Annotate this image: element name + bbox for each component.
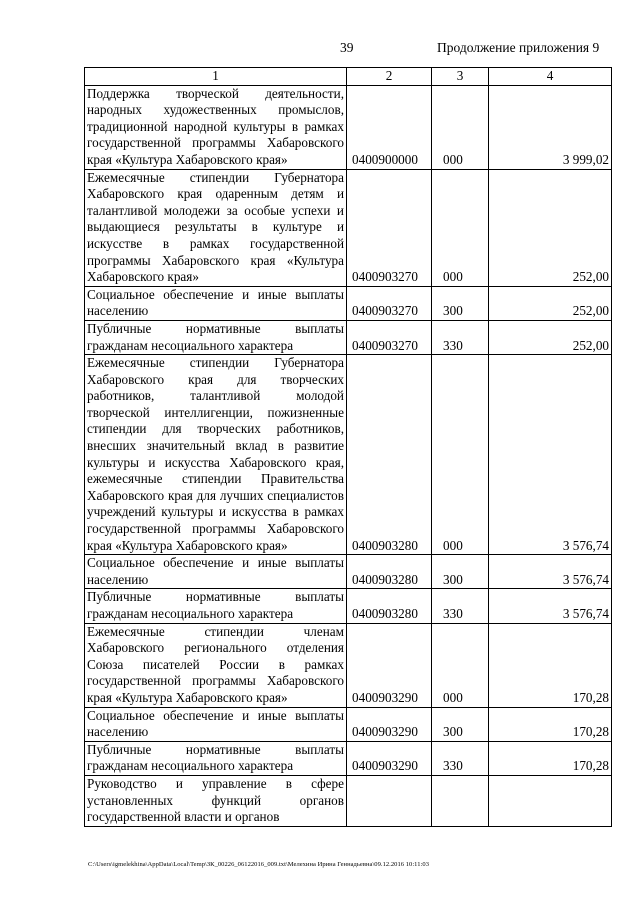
amount: 170,28 <box>489 707 612 741</box>
item-name: Публичные нормативные выплаты гражданам несоциального характера <box>85 589 347 623</box>
target-code: 0400903270 <box>347 286 432 320</box>
amount: 3 576,74 <box>489 355 612 555</box>
item-name: Ежемесячные стипендии Губернатора Хабаровского края для творческих работников, талантливой молодой творческой интеллигенции, пожизненные стипендии для творческих работников, внесших значительный вклад в развитие культуры и искусства Хабаровского края, ежемесячные стипендии Правительства Хабаровского края для лучших специалистов учреждений культуры и искусства в рамках государственной программы Хабаровского края «Культура Хабаровского края» <box>85 355 347 555</box>
target-code: 0400903270 <box>347 169 432 286</box>
table-row <box>85 320 612 354</box>
target-code: 0400903280 <box>347 355 432 555</box>
item-name: Поддержка творческой деятельности, народных художественных промыслов, традиционной народной культуры в рамках государственной программы Хабаровского края «Культура Хабаровского края» <box>85 85 347 169</box>
amount: 3 576,74 <box>489 555 612 589</box>
item-name: Ежемесячные стипендии Губернатора Хабаровского края одаренным детям и талантливой молодежи за особые успехи и выдающиеся результаты в культуре и искусстве в рамках государственной программы Хабаровского края «Культура Хабаровского края» <box>85 169 347 286</box>
item-name: Публичные нормативные выплаты гражданам несоциального характера <box>85 320 347 354</box>
target-code: 0400903290 <box>347 741 432 775</box>
amount: 170,28 <box>489 741 612 775</box>
table-row <box>85 775 612 826</box>
target-code: 0400903270 <box>347 320 432 354</box>
amount: 170,28 <box>489 623 612 707</box>
column-header: 2 <box>347 68 432 86</box>
target-code: 0400900000 <box>347 85 432 169</box>
amount: 252,00 <box>489 320 612 354</box>
column-header: 4 <box>489 68 612 86</box>
target-code: 0400903290 <box>347 707 432 741</box>
expense-type-code: 300 <box>432 286 489 320</box>
target-code: 0400903290 <box>347 623 432 707</box>
amount: 3 576,74 <box>489 589 612 623</box>
table-row <box>85 355 612 555</box>
table-row <box>85 555 612 589</box>
expense-type-code <box>432 775 489 826</box>
column-header: 3 <box>432 68 489 86</box>
table-row <box>85 707 612 741</box>
amount: 252,00 <box>489 169 612 286</box>
item-name: Руководство и управление в сфере установленных функций органов государственной власти и органов <box>85 775 347 826</box>
item-name: Социальное обеспечение и иные выплаты населению <box>85 707 347 741</box>
table-row <box>85 286 612 320</box>
file-path-footer: C:\Users\igmelekhina\AppData\Local\Temp\ЗК_00226_06122016_009.txt\Мелехина Ирина Геннадьевна\09.12.2016 10:11:03 <box>88 861 429 868</box>
table-row <box>85 169 612 286</box>
expense-type-code: 000 <box>432 355 489 555</box>
expense-type-code: 330 <box>432 320 489 354</box>
target-code: 0400903280 <box>347 555 432 589</box>
table-header-row <box>85 68 612 86</box>
item-name: Социальное обеспечение и иные выплаты населению <box>85 286 347 320</box>
expense-type-code: 300 <box>432 555 489 589</box>
page-number: 39 <box>340 40 354 55</box>
target-code <box>347 775 432 826</box>
expense-type-code: 000 <box>432 169 489 286</box>
item-name: Ежемесячные стипендии членам Хабаровского регионального отделения Союза писателей России в рамках государственной программы Хабаровского края «Культура Хабаровского края» <box>85 623 347 707</box>
expense-type-code: 000 <box>432 623 489 707</box>
table-row <box>85 623 612 707</box>
continuation-label: Продолжение приложения 9 <box>437 40 600 55</box>
item-name: Публичные нормативные выплаты гражданам несоциального характера <box>85 741 347 775</box>
target-code: 0400903280 <box>347 589 432 623</box>
table-row <box>85 741 612 775</box>
column-header: 1 <box>85 68 347 86</box>
amount: 3 999,02 <box>489 85 612 169</box>
budget-table <box>84 67 612 827</box>
table-row <box>85 589 612 623</box>
expense-type-code: 330 <box>432 741 489 775</box>
expense-type-code: 300 <box>432 707 489 741</box>
table-row <box>85 85 612 169</box>
expense-type-code: 330 <box>432 589 489 623</box>
amount: 252,00 <box>489 286 612 320</box>
expense-type-code: 000 <box>432 85 489 169</box>
item-name: Социальное обеспечение и иные выплаты населению <box>85 555 347 589</box>
amount <box>489 775 612 826</box>
